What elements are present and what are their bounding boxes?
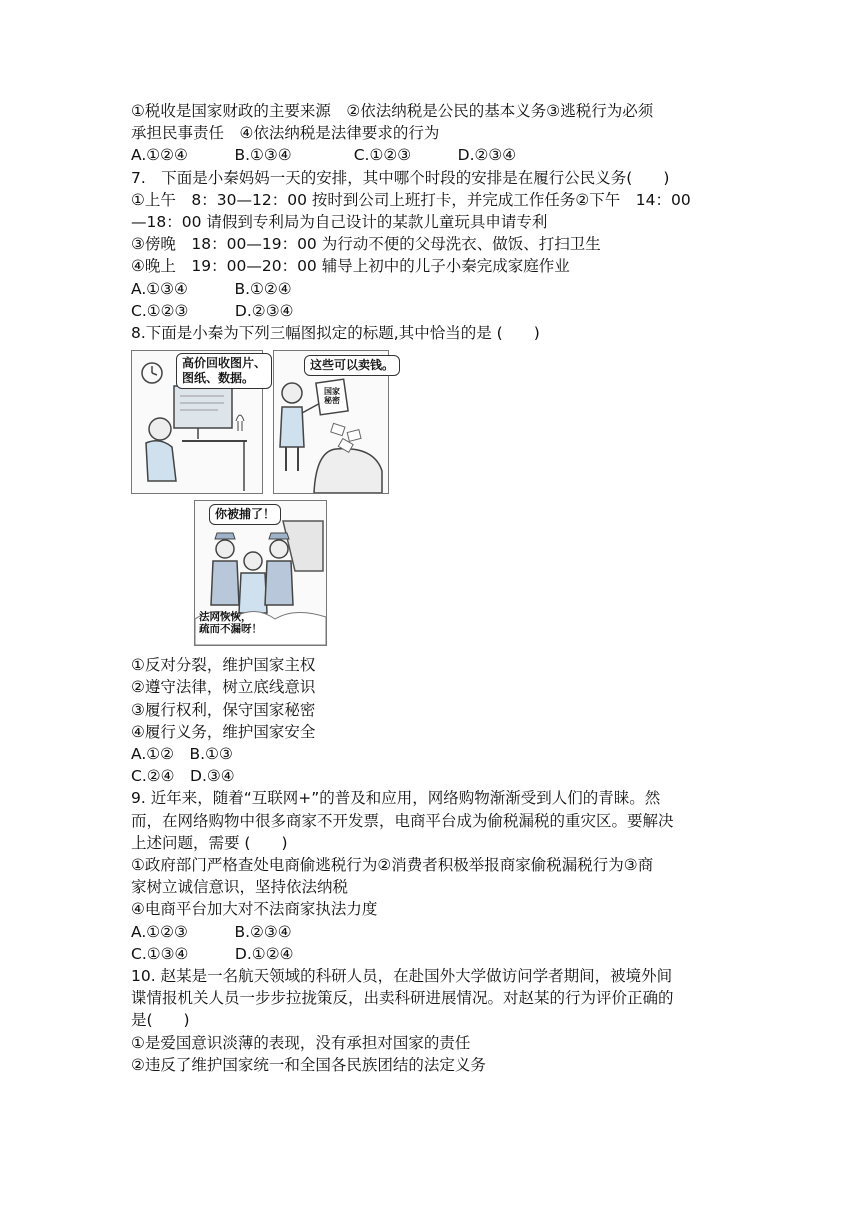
q10-line-2: 谍情报机关人员一步步拉拢策反，出卖科研进展情况。对赵某的行为评价正确的 [131, 989, 674, 1008]
q7-item-line-3: ③傍晚 18：00—19：00 为行动不便的父母洗衣、做饭、打扫卫生 [131, 235, 601, 254]
q6-options: A.①②④ B.①③④ C.①②③ D.②③④ [131, 146, 517, 165]
q9-options-row-2: C.①③④ D.①②④ [131, 944, 294, 963]
q8-options-row-1: A.①② B.①③ [131, 745, 233, 764]
q9-line-2: 而，在网络购物中很多商家不开发票，电商平台成为偷税漏税的重灾区。要解决 [131, 811, 674, 830]
q9-line-1: 9. 近年来，随着“互联网+”的普及和应用，网络购物渐渐受到人们的青睐。然 [131, 789, 661, 808]
q10-line-5: ②违反了维护国家统一和全国各民族团结的法定义务 [131, 1055, 486, 1074]
q8-item-1: ①反对分裂，维护国家主权 [131, 656, 316, 675]
speech-bubble-arrested: 你被捕了！ [209, 504, 281, 525]
q9-line-4: ①政府部门严格查处电商偷逃税行为②消费者积极举报商家偷税漏税行为③商 [131, 856, 654, 875]
q8-item-3: ③履行权利，保守国家秘密 [131, 700, 316, 719]
q8-item-2: ②遵守法律，树立底线意识 [131, 678, 316, 697]
q7-stem: 7. 下面是小秦妈妈一天的安排，其中哪个时段的安排是在履行公民义务( ) [131, 168, 670, 187]
q8-stem: 8.下面是小秦为下列三幅图拟定的标题,其中恰当的是 ( ) [131, 324, 540, 343]
speech-bubble-can-sell: 这些可以卖钱。 [304, 355, 400, 376]
q8-item-4: ④履行义务，维护国家安全 [131, 722, 316, 741]
q9-line-3: 上述问题，需要 ( ) [131, 833, 288, 852]
q7-item-line-2: —18：00 请假到专利局为自己设计的某款儿童玩具申请专利 [131, 213, 548, 232]
comic-caption-justice: 法网恢恢， 疏而不漏呀！ [199, 611, 262, 636]
comic-row-top [131, 350, 731, 496]
q9-options-row-1: A.①②③ B.②③④ [131, 922, 292, 941]
q7-options-row-1: A.①③④ B.①②④ [131, 279, 292, 298]
q10-line-3: 是( ) [131, 1011, 190, 1030]
q10-line-4: ①是爱国意识淡薄的表现，没有承担对国家的责任 [131, 1033, 471, 1052]
q10-line-1: 10. 赵某是一名航天领域的科研人员，在赴国外大学做访问学者期间，被境外间 [131, 967, 673, 986]
q6-statement-line-2: 承担民事责任 ④依法纳税是法律要求的行为 [131, 124, 440, 143]
q7-item-line-4: ④晚上 19：00—20：00 辅导上初中的儿子小秦完成家庭作业 [131, 257, 570, 276]
q7-options-row-2: C.①②③ D.②③④ [131, 301, 294, 320]
comic-panel-arrest [194, 500, 327, 646]
comic-row-bottom [131, 500, 731, 648]
comic-panel-selling [273, 350, 395, 494]
q6-statement-line-1: ①税收是国家财政的主要来源 ②依法纳税是公民的基本义务③逃税行为必须 [131, 102, 654, 120]
q9-line-5: 家树立诚信意识，坚持依法纳税 [131, 878, 349, 897]
q9-line-6: ④电商平台加大对不法商家执法力度 [131, 900, 378, 919]
q8-options-row-2: C.②④ D.③④ [131, 767, 235, 786]
q7-item-line-1: ①上午 8：30—12：00 按时到公司上班打卡，并完成工作任务②下午 14：00 [131, 190, 691, 209]
speech-bubble-buying-data: 高价回收图片、 图纸、数据。 [176, 353, 272, 389]
worksheet-page [131, 100, 731, 1076]
comic-panel-computer [131, 350, 267, 494]
document-label-state-secret: 国家 秘密 [324, 387, 340, 406]
